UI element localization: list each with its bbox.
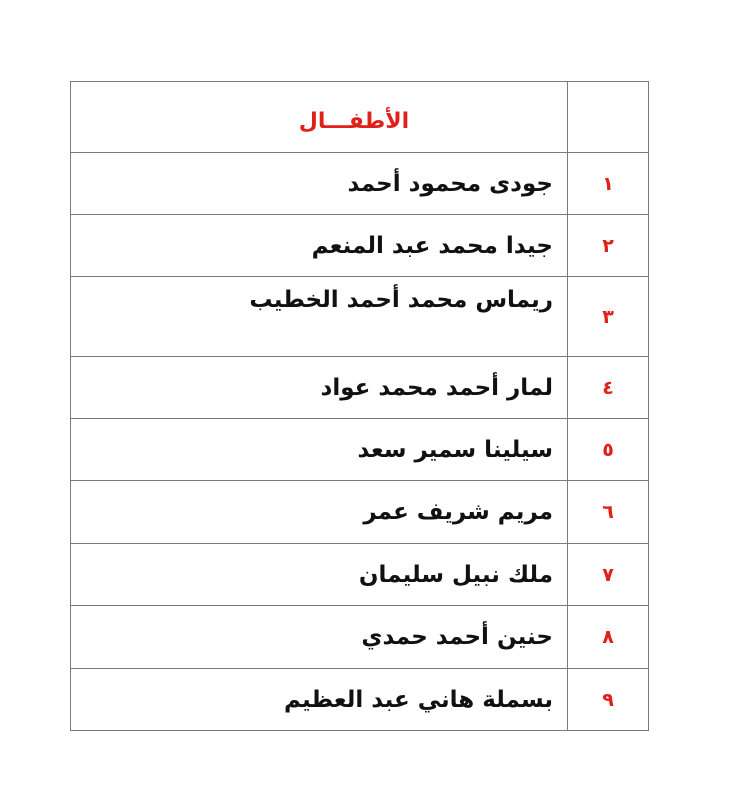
header-title: الأطفـــال: [71, 82, 568, 153]
row-number: ٨: [568, 606, 649, 669]
row-number: ٧: [568, 544, 649, 606]
row-number: ١: [568, 153, 649, 215]
child-name: مريم شريف عمر: [71, 481, 568, 544]
child-name: سيلينا سمير سعد: [71, 419, 568, 481]
row-number: ٢: [568, 215, 649, 277]
child-name: حنين أحمد حمدي: [71, 606, 568, 669]
row-number: ٩: [568, 669, 649, 731]
row-number: ٣: [568, 277, 649, 357]
child-name: بسملة هاني عبد العظيم: [71, 669, 568, 731]
table-row: [71, 544, 649, 606]
table-row: [71, 357, 649, 419]
table-row: [71, 669, 649, 731]
row-number: ٤: [568, 357, 649, 419]
child-name: ريماس محمد أحمد الخطيب: [71, 277, 568, 357]
row-number: ٦: [568, 481, 649, 544]
table-row: [71, 277, 649, 357]
table-row: [71, 419, 649, 481]
child-name: لمار أحمد محمد عواد: [71, 357, 568, 419]
table-row: [71, 153, 649, 215]
table-header-row: [71, 82, 649, 153]
child-name: جودى محمود أحمد: [71, 153, 568, 215]
child-name: جيدا محمد عبد المنعم: [71, 215, 568, 277]
header-number-cell: [568, 82, 649, 153]
table-row: [71, 606, 649, 669]
children-names-table: [70, 81, 649, 731]
table-row: [71, 215, 649, 277]
child-name: ملك نبيل سليمان: [71, 544, 568, 606]
row-number: ٥: [568, 419, 649, 481]
table-row: [71, 481, 649, 544]
